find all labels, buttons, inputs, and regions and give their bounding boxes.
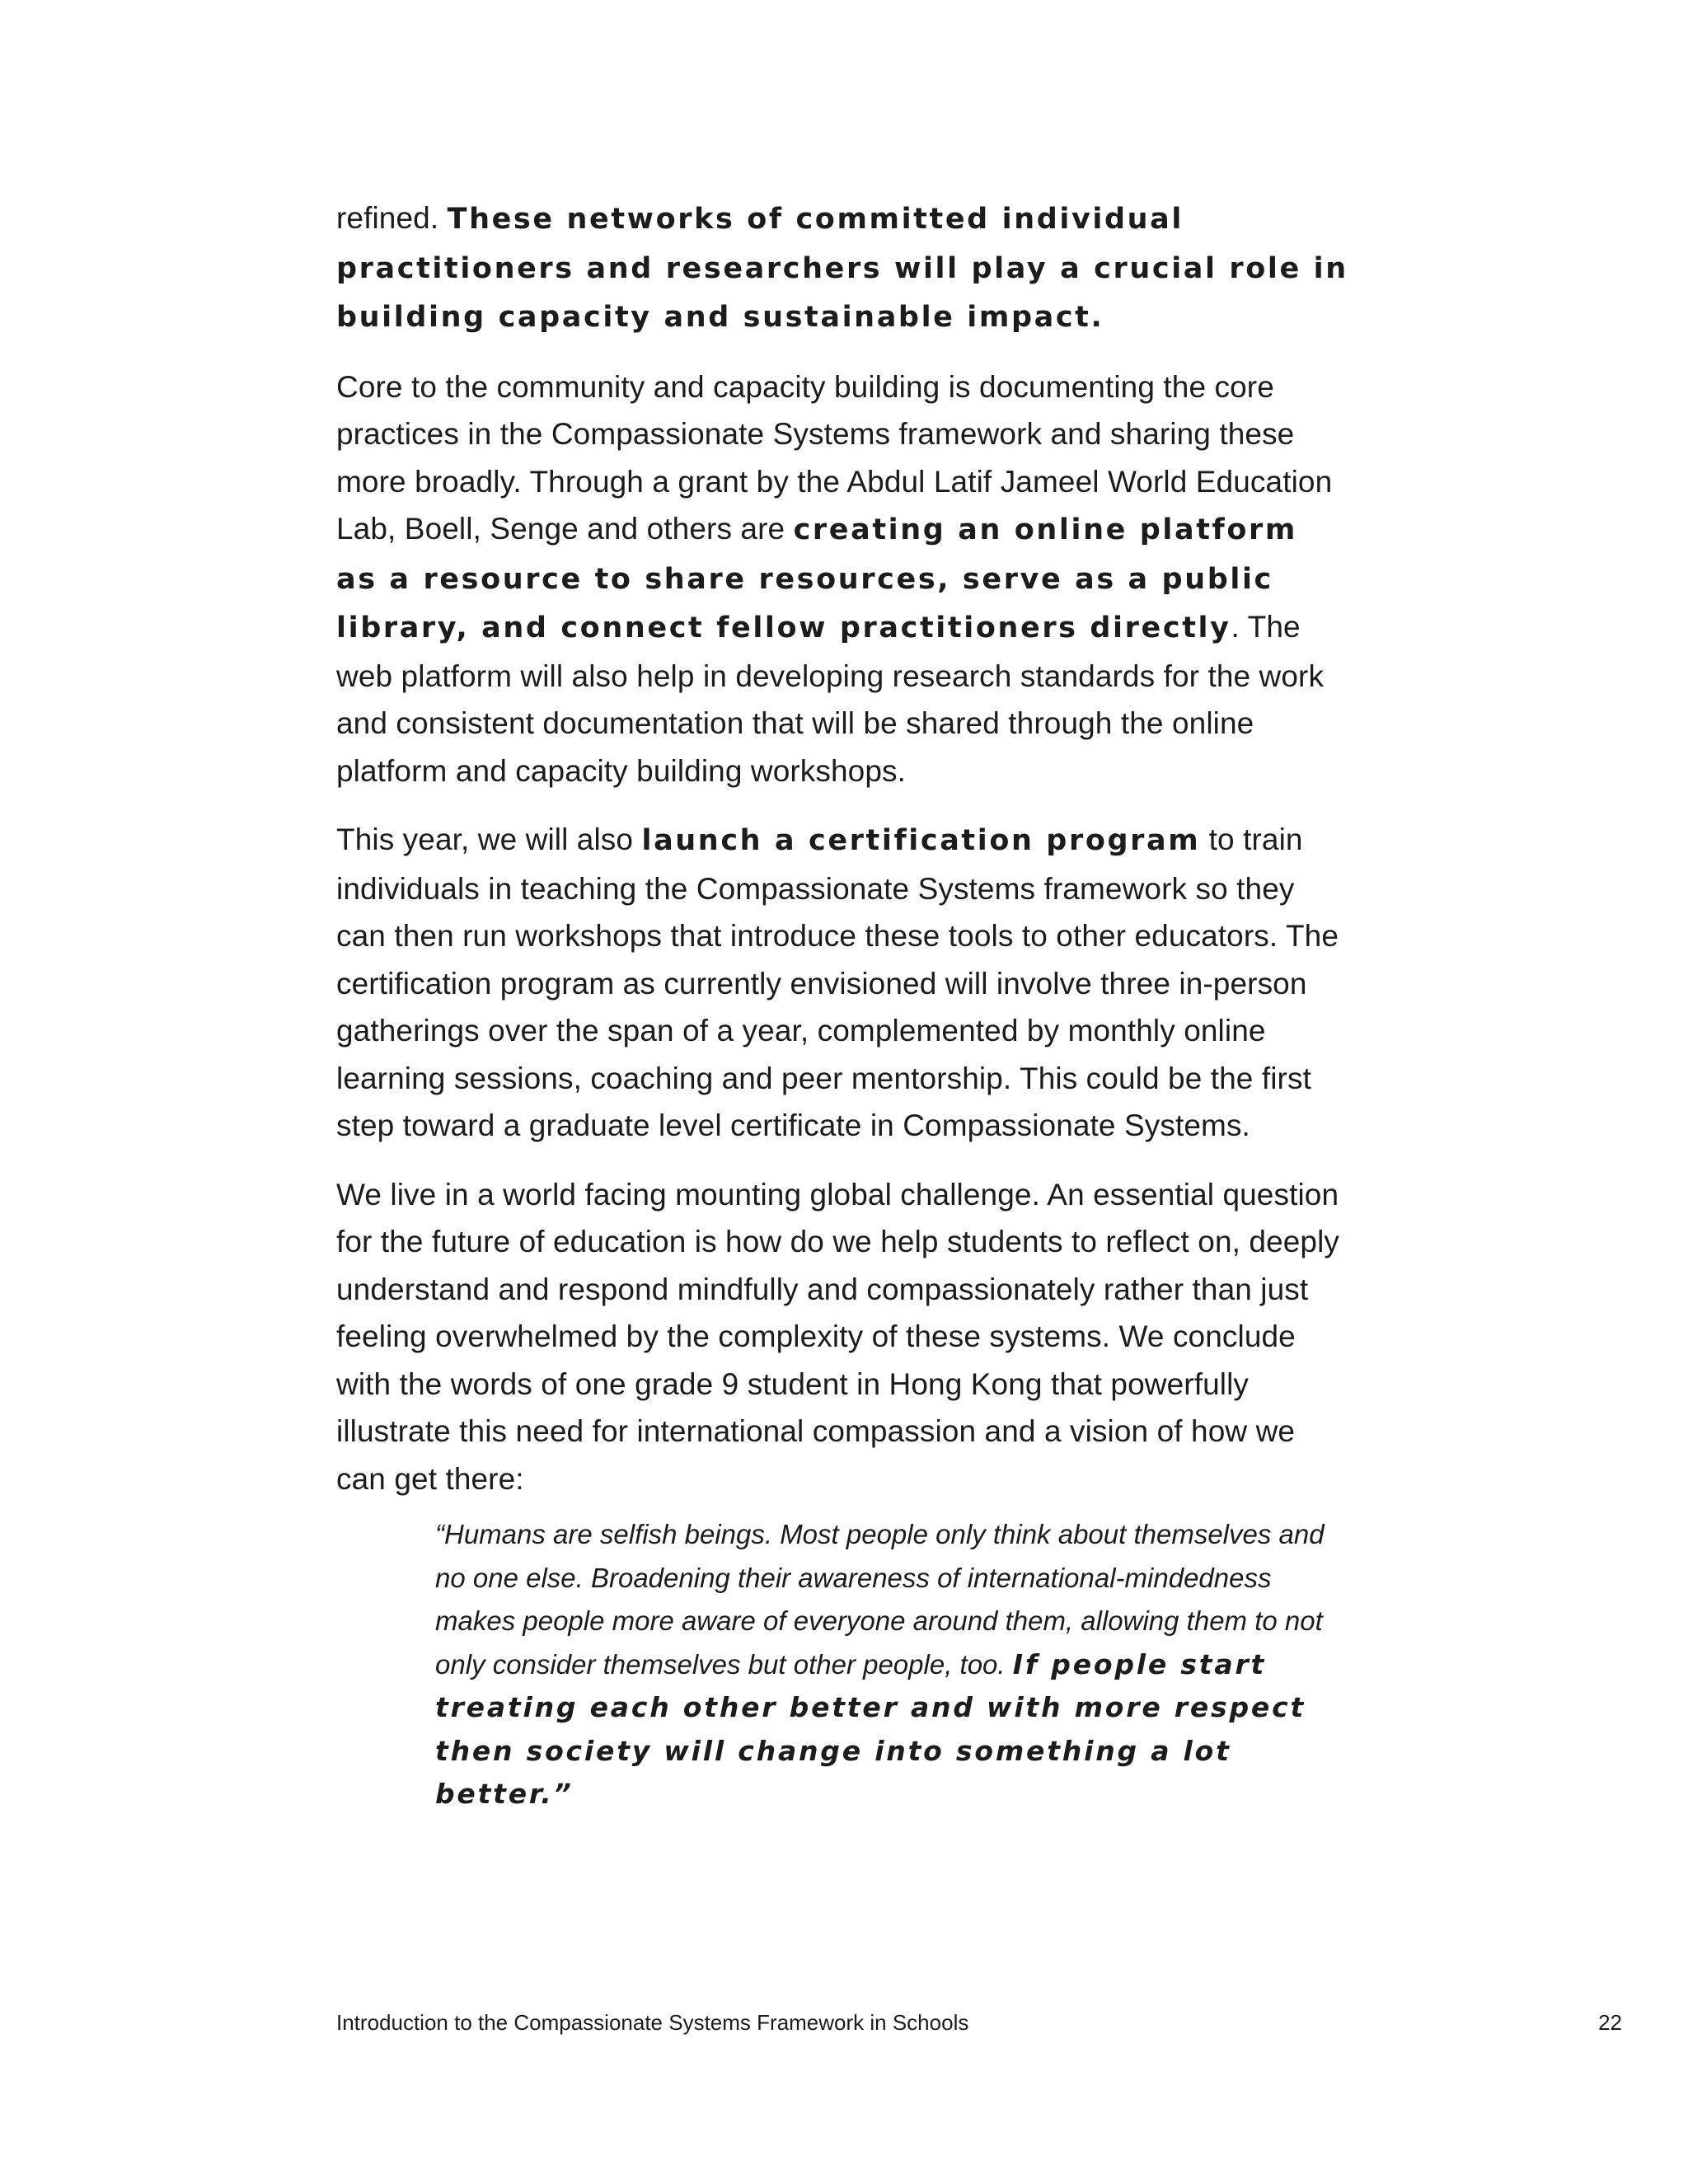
- paragraph-text: . The web platform will also help in developing research standards for the work and consistent documentation that will be shared through the online platform and capacity building workshops.: [336, 610, 1325, 788]
- student-quote: [435, 1513, 1350, 1816]
- paragraph-global-challenge: [336, 1171, 1350, 1503]
- paragraph-text: refined.: [336, 201, 448, 235]
- quote-emphasis-text: If people start treating each other better and with more respect then society will change into something a lot better.”: [435, 1647, 1306, 1810]
- page-body: [336, 194, 1350, 1524]
- emphasis-text: launch a certification program: [641, 824, 1201, 857]
- emphasis-text: These networks of committed individual practitioners and researchers will play a crucial role in building capacity and sustainable impact.: [336, 203, 1348, 334]
- emphasis-text: creating an online platform as a resource to share resources, serve as a public library, and connect fellow practitioners directly: [336, 513, 1297, 644]
- quote-text: “Humans are selfish beings. Most people only think about themselves and no one else. Broadening their awareness of international-mindedness makes people more aware of everyone around them, allowing them to not only consider themselves but other people, too.: [435, 1519, 1325, 1680]
- paragraph-certification: [336, 816, 1350, 1150]
- paragraph-text: This year, we will also: [336, 823, 642, 856]
- paragraph-text: Core to the community and capacity building is documenting the core practices in the Compassionate Systems framework and sharing these more broadly. Through a grant by the Abdul Latif Jameel World Education Lab, Boell, Senge and others are: [336, 369, 1333, 546]
- paragraph-online-platform: [336, 363, 1350, 795]
- paragraph-text: to train individuals in teaching the Compassionate Systems framework so they can then run workshops that introduce these tools to other educators. The certification program as currently envisioned will involve three in-person gatherings over the span of a year, complemented by monthly online learning sessions, coaching and peer mentorship. This could be the first step toward a graduate level certificate in Compassionate Systems.: [336, 823, 1339, 1142]
- page-number: 22: [1598, 2010, 1622, 2035]
- paragraph-text: We live in a world facing mounting global challenge. An essential question for the future of education is how do we help students to reflect on, deeply understand and respond mindfully and compassionately rather than just feeling overwhelmed by the complexity of these systems. We conclude with the words of one grade 9 student in Hong Kong that powerfully illustrate this need for international compassion and a vision of how we can get there:: [336, 1177, 1340, 1496]
- paragraph-networks: [336, 194, 1350, 342]
- footer-document-title: Introduction to the Compassionate Systems Framework in Schools: [336, 2010, 969, 2035]
